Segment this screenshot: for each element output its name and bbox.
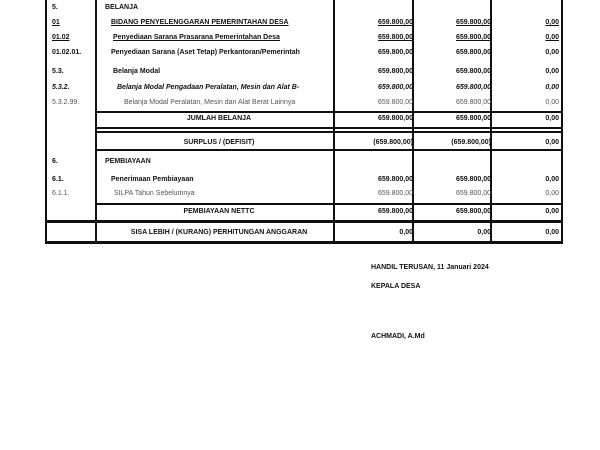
row-label: SISA LEBIH / (KURANG) PERHITUNGAN ANGGARAN [130, 229, 308, 236]
row-value-budget: 659.800,00 [377, 99, 413, 106]
table-row [47, 80, 561, 95]
table-row [47, 95, 561, 110]
row-value-budget: 659.800,00 [377, 34, 413, 41]
row-label: PEMBIAYAAN NETTC [183, 208, 255, 215]
row-value-budget: 659.800,00 [377, 115, 413, 122]
row-value-difference: 0,00 [545, 208, 559, 215]
row-label: JUMLAH BELANJA [186, 115, 252, 122]
row-value-budget: 659.800,00 [377, 68, 413, 75]
jumlah-belanja-row [47, 111, 561, 126]
table-row [47, 15, 561, 30]
row-label: Penyediaan Sarana Prasarana Pemerintahan Desa [113, 34, 280, 41]
row-value-difference: 0,00 [545, 139, 559, 146]
row-code: 5. [52, 4, 58, 11]
row-value-difference: 0,00 [545, 115, 559, 122]
signer-position: KEPALA DESA [371, 283, 421, 290]
row-value-difference: 0,00 [545, 68, 559, 75]
row-code: 6.1. [52, 176, 64, 183]
row-value-realization: 0,00 [477, 229, 491, 236]
row-divider [97, 149, 561, 151]
row-code: 01 [52, 19, 60, 26]
sisa-row [47, 225, 561, 240]
table-row [47, 172, 561, 187]
row-value-realization: 659.800,00 [455, 176, 491, 183]
row-value-budget: 659.800,00 [377, 208, 413, 215]
row-value-difference: 0,00 [545, 19, 559, 26]
row-label: BELANJA [105, 4, 139, 11]
row-value-realization: 659.800,00 [455, 190, 491, 197]
row-value-realization: 659.800,00 [455, 68, 491, 75]
row-value-realization: 659.800,00 [455, 84, 491, 91]
row-value-realization: 659.800,00 [455, 19, 491, 26]
row-label: PEMBIAYAAN [105, 158, 151, 165]
row-value-realization: 659.800,00 [455, 115, 491, 122]
row-divider [97, 127, 561, 129]
row-label: SILPA Tahun Sebelumnya [114, 190, 195, 197]
place-date: HANDIL TERUSAN, 11 Januari 2024 [371, 264, 489, 271]
row-label: Penyediaan Sarana (Aset Tetap) Perkantoran/Pemerintah [111, 49, 300, 56]
row-value-budget: 659.800,00 [377, 190, 413, 197]
budget-table [45, 0, 563, 244]
row-label: SURPLUS / (DEFISIT) [183, 139, 255, 146]
row-label: Belanja Modal Peralatan, Mesin dan Alat Berat Lainnya [124, 99, 296, 106]
table-row [47, 186, 561, 201]
row-code: 01.02 [52, 34, 70, 41]
row-label: Belanja Modal [113, 68, 161, 75]
row-value-realization: 659.800,00 [455, 34, 491, 41]
row-value-difference: 0,00 [545, 84, 559, 91]
table-row [47, 30, 561, 45]
row-divider [97, 131, 561, 133]
row-value-budget: 659.800,00 [377, 19, 413, 26]
table-row [47, 64, 561, 79]
row-value-realization: 659.800,00 [455, 49, 491, 56]
row-value-realization: 659.800,00 [455, 99, 491, 106]
row-code: 01.02.01. [52, 49, 82, 56]
row-value-budget: (659.800,00) [373, 139, 413, 146]
row-value-realization: 659.800,00 [455, 208, 491, 215]
row-label: Belanja Modal Pengadaan Peralatan, Mesin dan Alat B- [117, 84, 300, 91]
row-value-budget: 659.800,00 [377, 84, 413, 91]
row-value-budget: 659.800,00 [377, 176, 413, 183]
pembiayaan-netto-row [47, 204, 561, 219]
row-value-budget: 659.800,00 [377, 49, 413, 56]
table-row [47, 154, 561, 169]
row-code: 5.3. [52, 68, 64, 75]
row-code: 6.1.1. [52, 190, 70, 197]
row-value-realization: (659.800,00) [451, 139, 491, 146]
row-value-difference: 0,00 [545, 99, 559, 106]
table-row [47, 0, 561, 15]
row-value-budget: 0,00 [399, 229, 413, 236]
row-value-difference: 0,00 [545, 176, 559, 183]
row-value-difference: 0,00 [545, 49, 559, 56]
row-label: BIDANG PENYELENGGARAN PEMERINTAHAN DESA [111, 19, 289, 26]
row-divider [47, 220, 561, 223]
signer-name: ACHMADI, A.Md [371, 333, 425, 340]
row-code: 5.3.2.99. [52, 99, 80, 106]
row-code: 6. [52, 158, 58, 165]
table-row [47, 45, 561, 60]
row-value-difference: 0,00 [545, 34, 559, 41]
row-code: 5.3.2. [52, 84, 70, 91]
surplus-row [47, 135, 561, 150]
row-label: Penerimaan Pembiayaan [111, 176, 194, 183]
row-value-difference: 0,00 [545, 190, 559, 197]
row-value-difference: 0,00 [545, 229, 559, 236]
